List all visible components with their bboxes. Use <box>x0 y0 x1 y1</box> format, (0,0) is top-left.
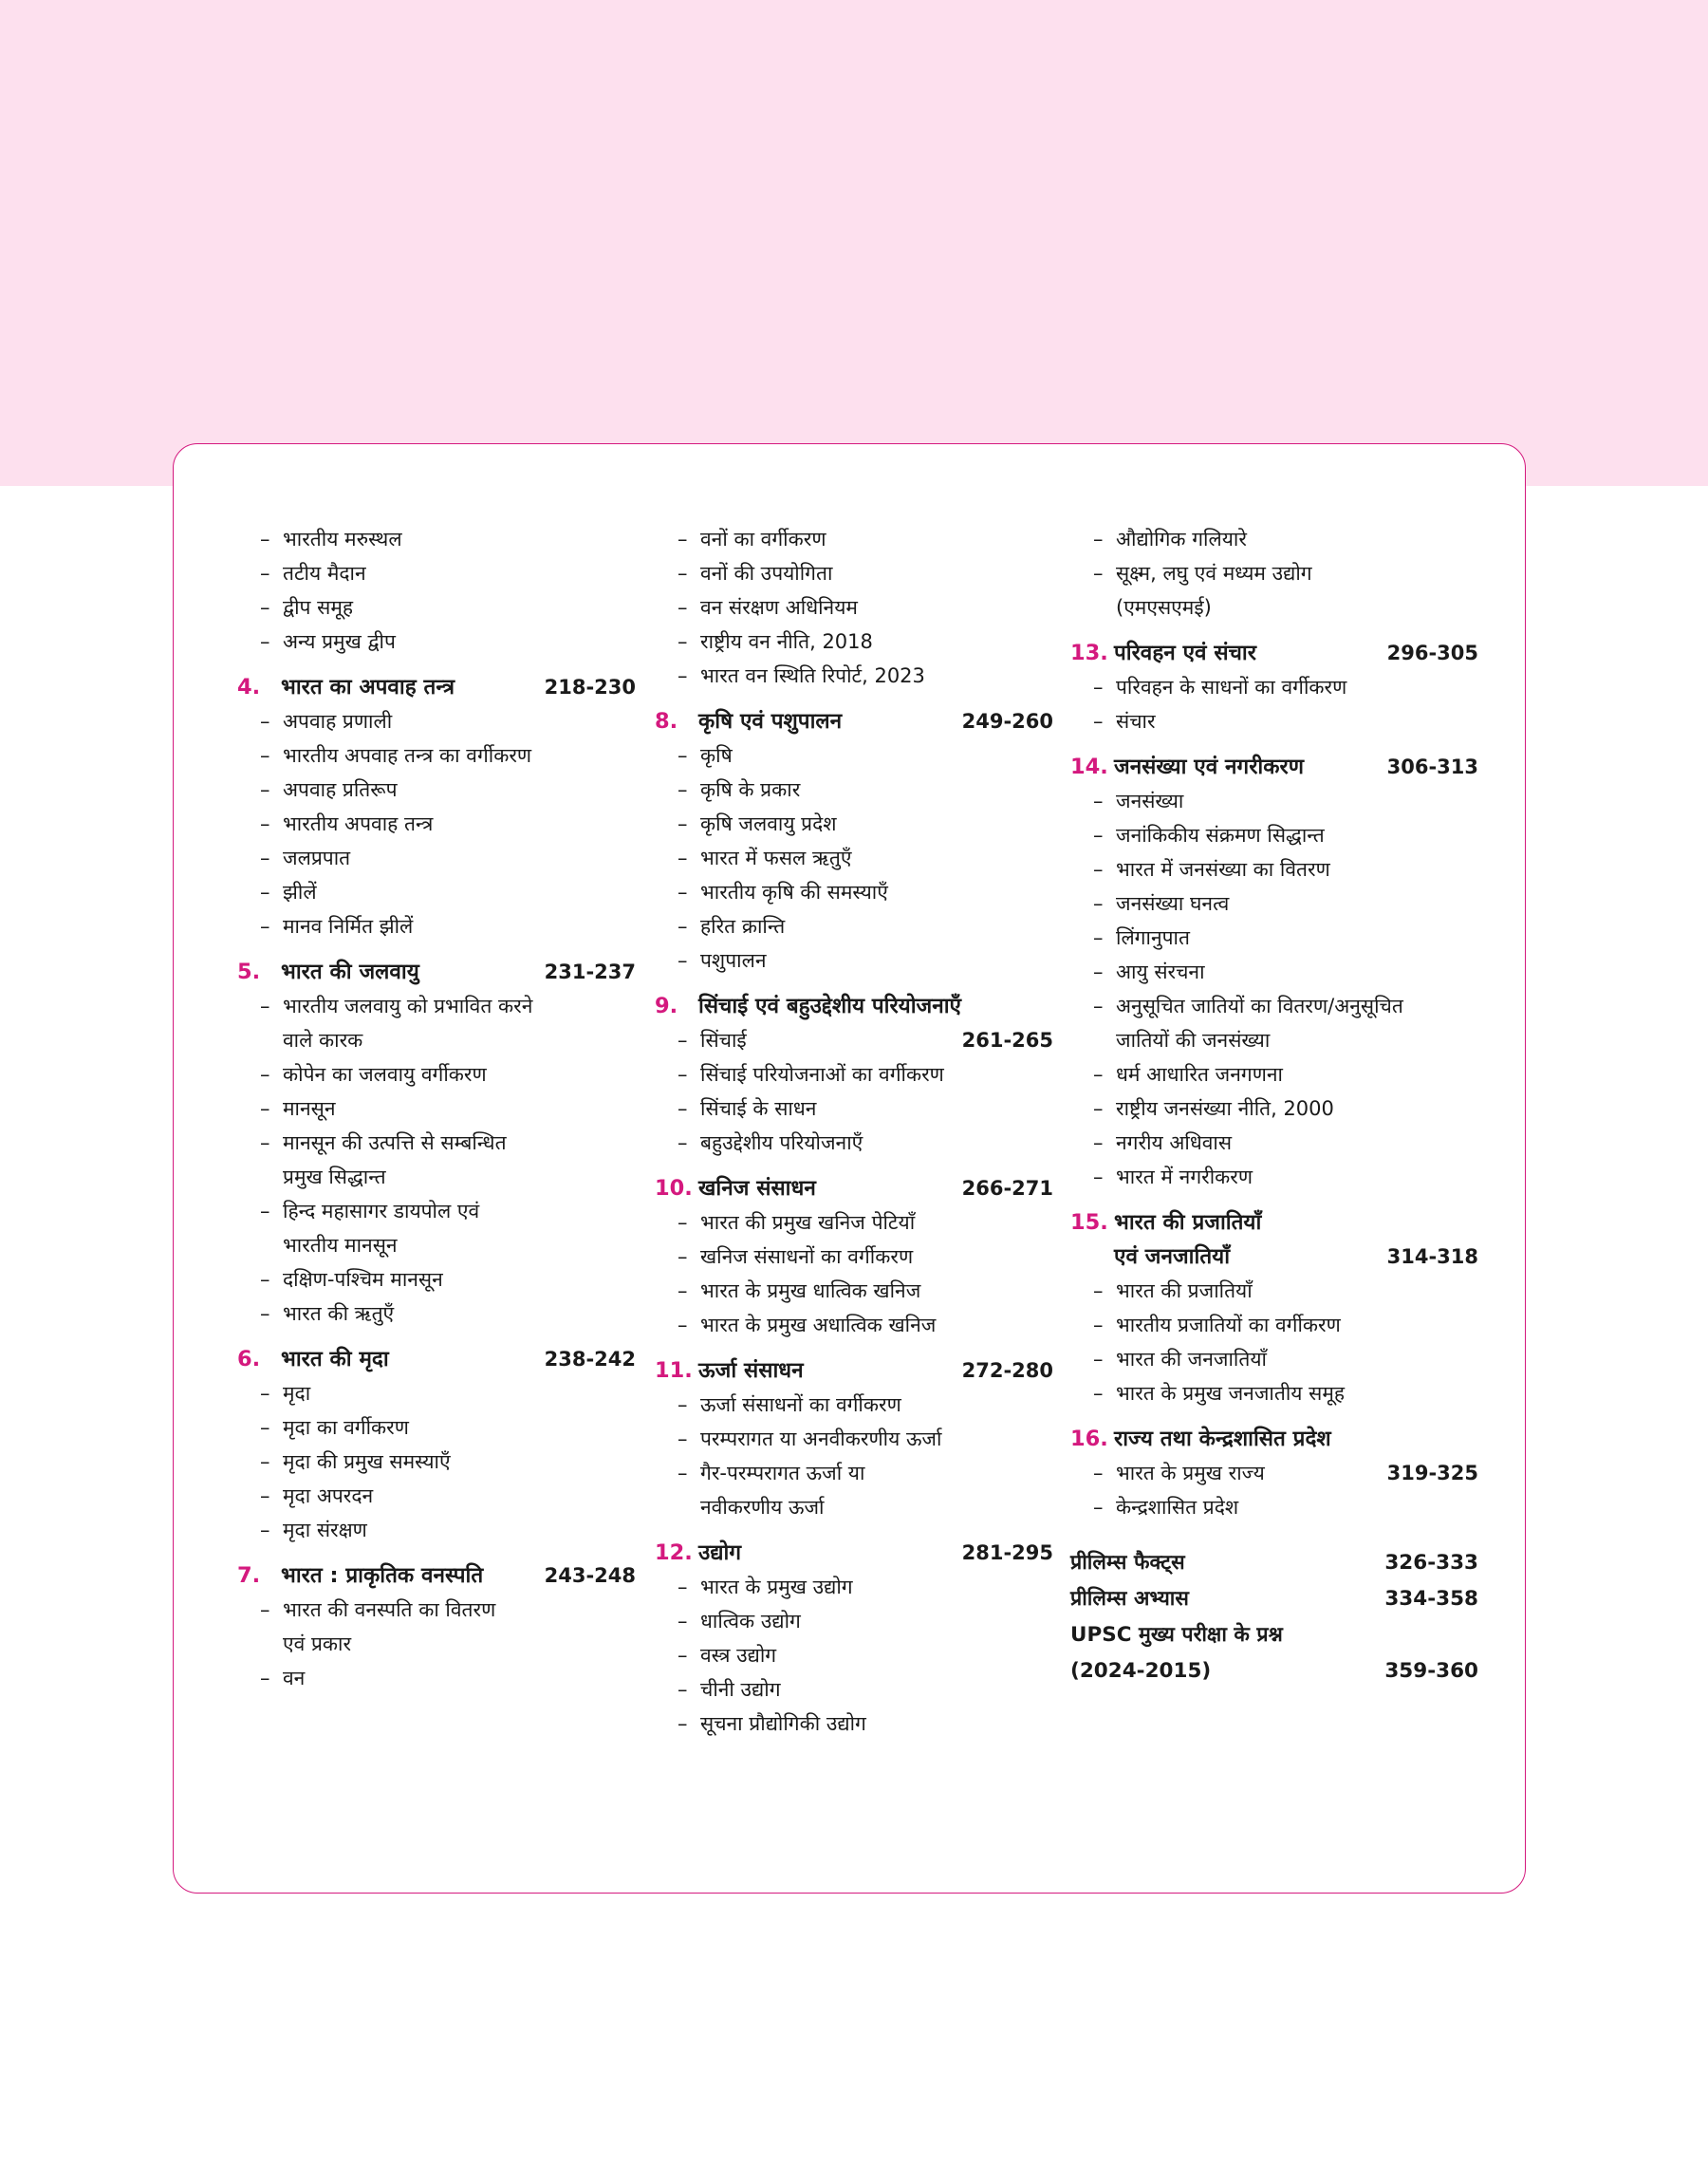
chapter-number: 7. <box>237 1563 261 1588</box>
chapter-pages: 231-237 <box>544 961 636 983</box>
chapter-title: जनसंख्या एवं नगरीकरण <box>1114 755 1304 779</box>
misc-entry[interactable]: प्रीलिम्स अभ्यास 334-358 <box>1070 1587 1478 1611</box>
chapter-heading[interactable] <box>237 670 636 704</box>
chapter-number: 4. <box>237 675 261 700</box>
chapter-number: 15. <box>1070 1210 1108 1235</box>
toc-item-continued: एवं प्रकार <box>283 1633 352 1655</box>
toc-item[interactable]: वस्त्र उद्योग <box>700 1644 777 1667</box>
header-band <box>0 0 1708 486</box>
chapter-pages: 238-242 <box>544 1348 636 1371</box>
toc-item[interactable]: लिंगानुपात <box>1116 926 1190 949</box>
chapter-heading[interactable] <box>655 1353 1053 1388</box>
toc-item[interactable]: नगरीय अधिवास <box>1116 1131 1233 1154</box>
chapter-pages: 272-280 <box>961 1359 1053 1382</box>
toc-item[interactable]: जनसंख्या <box>1116 790 1184 812</box>
toc-item[interactable]: पशुपालन <box>700 949 767 972</box>
toc-item[interactable]: परम्परागत या अनवीकरणीय ऊर्जा <box>700 1427 942 1450</box>
toc-item[interactable]: वन संरक्षण अधिनियम <box>700 596 858 619</box>
toc-item-continued: नवीकरणीय ऊर्जा <box>700 1496 825 1519</box>
toc-item[interactable]: तटीय मैदान <box>283 562 366 585</box>
chapter-title: राज्य तथा केन्द्रशासित प्रदेश <box>1114 1427 1331 1451</box>
chapter-heading[interactable] <box>655 704 1053 738</box>
toc-item[interactable]: मृदा की प्रमुख समस्याएँ <box>283 1450 451 1473</box>
toc-item[interactable]: सूचना प्रौद्योगिकी उद्योग <box>700 1712 866 1735</box>
toc-item[interactable]: द्वीप समूह <box>283 596 354 619</box>
toc-column-1: – भारतीय मरुस्थल – तटीय मैदान – द्वीप समूह – अन्य प्रमुख द्वीप 4. भारत का अपवाह तन्त्र 218-230 – अपवाह प्रणाली – भारतीय अपवाह तन्त्र का वर्गीकरण – अपवाह प्रतिरूप – भारतीय अपवाह तन्त्र – जलप्रपात – झीलें – मानव निर्मित झीलें 5. भारत की जलवायु 231-237 – भारतीय जलवायु को प्रभावित करने वाले कारक – कोपेन का जलवायु वर्गीकरण – मानसून – मानसून की उत्पत्ति से सम्बन्धित प्रमुख सिद्धान्त – हिन्द महासागर डायपोल एवं भारतीय मानसून – दक्षिण-पश्चिम मानसून – भारत की ऋतुएँ 6. भारत की मृदा 238-242 – मृदा – मृदा का वर्गीकरण – मृदा की प्रमुख समस्याएँ – मृदा अपरदन – मृदा संरक्षण 7. भारत : प्राकृतिक वनस्पति 243-248 – भारत की वनस्पति का वितरण एवं प्रकार – वन <box>237 522 636 1695</box>
toc-item[interactable]: सिंचाई परियोजनाओं का वर्गीकरण <box>700 1063 944 1086</box>
chapter-number: 13. <box>1070 641 1108 665</box>
chapter-heading[interactable] <box>237 1342 636 1376</box>
toc-item[interactable]: कृषि जलवायु प्रदेश <box>700 812 837 835</box>
toc-item-continued: वाले कारक <box>283 1029 363 1052</box>
toc-item[interactable]: भारत के प्रमुख जनजातीय समूह <box>1116 1382 1346 1405</box>
chapter-heading[interactable] <box>655 1536 1053 1570</box>
toc-item[interactable]: गैर-परम्परागत ऊर्जा या <box>700 1462 865 1484</box>
toc-item[interactable]: भारत में फसल ऋतुएँ <box>700 847 852 869</box>
chapter-heading[interactable] <box>1070 750 1478 784</box>
toc-item[interactable]: हिन्द महासागर डायपोल एवं <box>283 1200 480 1222</box>
toc-item[interactable]: मृदा अपरदन <box>283 1484 374 1507</box>
toc-item[interactable]: मृदा संरक्षण <box>283 1519 367 1541</box>
toc-item[interactable]: भारत की जनजातियाँ <box>1116 1348 1267 1371</box>
toc-item[interactable]: भारत की वनस्पति का वितरण <box>283 1598 496 1621</box>
chapter-pages: 296-305 <box>1386 642 1478 664</box>
misc-entry[interactable]: प्रीलिम्स फैक्ट्स 326-333 <box>1070 1551 1478 1575</box>
toc-item[interactable]: भारत में नगरीकरण <box>1116 1166 1253 1188</box>
toc-item[interactable]: जनसंख्या घनत्व <box>1116 892 1230 915</box>
toc-column-2: – वनों का वर्गीकरण – वनों की उपयोगिता – वन संरक्षण अधिनियम – राष्ट्रीय वन नीति, 2018 – भारत वन स्थिति रिपोर्ट, 2023 8. कृषि एवं पशुपालन 249-260 – कृषि – कृषि के प्रकार – कृषि जलवायु प्रदेश – भारत में फसल ऋतुएँ – भारतीय कृषि की समस्याएँ – हरित क्रान्ति – पशुपालन 9. सिंचाई एवं बहुउद्देशीय परियोजनाएँ – सिंचाई 261-265 – सिंचाई परियोजनाओं का वर्गीकरण – सिंचाई के साधन – बहुउद्देशीय परियोजनाएँ 10. खनिज संसाधन 266-271 – भारत की प्रमुख खनिज पेटियाँ – खनिज संसाधनों का वर्गीकरण – भारत के प्रमुख धात्विक खनिज – भारत के प्रमुख अधात्विक खनिज 11. ऊर्जा संसाधन 272-280 – ऊर्जा संसाधनों का वर्गीकरण – परम्परागत या अनवीकरणीय ऊर्जा – गैर-परम्परागत ऊर्जा या नवीकरणीय ऊर्जा 12. उद्योग 281-295 – भारत के प्रमुख उद्योग – धात्विक उद्योग – वस्त्र उद्योग – चीनी उद्योग – सूचना प्रौद्योगिकी उद्योग <box>655 522 1053 1741</box>
toc-item[interactable]: भारतीय जलवायु को प्रभावित करने <box>283 995 533 1017</box>
toc-item[interactable]: भारत के प्रमुख अधात्विक खनिज <box>700 1314 937 1336</box>
toc-item[interactable]: भारतीय प्रजातियों का वर्गीकरण <box>1116 1314 1341 1336</box>
chapter-title: भारत का अपवाह तन्त्र <box>281 675 455 700</box>
toc-item[interactable]: भारत के प्रमुख उद्योग <box>700 1576 853 1598</box>
toc-item-continued: (एमएसएमई) <box>1116 596 1212 619</box>
toc-item[interactable]: भारत में जनसंख्या का वितरण <box>1116 858 1330 881</box>
chapter-pages: 261-265 <box>961 1029 1053 1052</box>
toc-item[interactable]: अपवाह प्रणाली <box>283 710 393 733</box>
toc-item[interactable]: धर्म आधारित जनगणना <box>1116 1063 1283 1086</box>
toc-item[interactable]: भारत की ऋतुएँ <box>283 1302 395 1325</box>
misc-entry[interactable]: (2024-2015) 359-360 <box>1070 1659 1478 1683</box>
toc-item[interactable]: केन्द्रशासित प्रदेश <box>1116 1496 1239 1519</box>
toc-item[interactable]: वनों की उपयोगिता <box>700 562 833 585</box>
chapter-title: भारत की मृदा <box>281 1347 389 1371</box>
toc-item[interactable]: अन्य प्रमुख द्वीप <box>283 630 396 653</box>
toc-item[interactable]: भारतीय कृषि की समस्याएँ <box>700 881 888 904</box>
toc-item[interactable]: भारत के प्रमुख राज्य <box>1116 1462 1265 1484</box>
toc-item[interactable]: वनों का वर्गीकरण <box>700 528 826 550</box>
toc-item[interactable]: मानव निर्मित झीलें <box>283 915 414 938</box>
toc-item[interactable]: कृषि <box>700 744 733 767</box>
toc-item[interactable]: राष्ट्रीय वन नीति, 2018 <box>700 630 873 653</box>
toc-item[interactable]: कोपेन का जलवायु वर्गीकरण <box>283 1063 487 1086</box>
toc-item[interactable]: सिंचाई के साधन <box>700 1097 817 1120</box>
chapter-title: परिवहन एवं संचार <box>1114 641 1256 665</box>
toc-item[interactable]: आयु संरचना <box>1116 961 1205 983</box>
toc-column-3: – औद्योगिक गलियारे – सूक्ष्म, लघु एवं मध्यम उद्योग (एमएसएमई) 13. परिवहन एवं संचार 296-305 – परिवहन के साधनों का वर्गीकरण – संचार 14. जनसंख्या एवं नगरीकरण 306-313 – जनसंख्या – जनांकिकीय संक्रमण सिद्धान्त – भारत में जनसंख्या का वितरण – जनसंख्या घनत्व – लिंगानुपात – आयु संरचना – अनुसूचित जातियों का वितरण/अनुसूचित जातियों की जनसंख्या – धर्म आधारित जनगणना – राष्ट्रीय जनसंख्या नीति, 2000 – नगरीय अधिवास – भारत में नगरीकरण 15. भारत की प्रजातियाँ एवं जनजातियाँ 314-318 – भारत की प्रजातियाँ – भारतीय प्रजातियों का वर्गीकरण – भारत की जनजातियाँ – भारत के प्रमुख जनजातीय समूह 16. राज्य तथा केन्द्रशासित प्रदेश – भारत के प्रमुख राज्य 319-325 – केन्द्रशासित प्रदेश प्रीलिम्स फैक्ट्स 326-333 प्रीलिम्स अभ्यास 334-358 UPSC मुख्य परीक्षा के प्रश्न (2024-2015) 359-360 <box>1070 522 1478 1689</box>
toc-item[interactable]: भारत की प्रमुख खनिज पेटियाँ <box>700 1211 916 1234</box>
chapter-title: खनिज संसाधन <box>698 1176 816 1201</box>
toc-item[interactable]: परिवहन के साधनों का वर्गीकरण <box>1116 676 1347 699</box>
toc-item[interactable]: राष्ट्रीय जनसंख्या नीति, 2000 <box>1116 1097 1334 1120</box>
chapter-heading[interactable] <box>655 989 1053 1023</box>
chapter-pages: 306-313 <box>1386 756 1478 778</box>
toc-item[interactable]: जनांकिकीय संक्रमण सिद्धान्त <box>1116 824 1325 847</box>
toc-item[interactable]: मृदा का वर्गीकरण <box>283 1416 409 1439</box>
chapter-number: 10. <box>655 1176 693 1201</box>
chapter-number: 12. <box>655 1540 693 1565</box>
toc-item[interactable]: मृदा <box>283 1382 311 1405</box>
chapter-pages: 243-248 <box>544 1564 636 1587</box>
toc-item[interactable]: चीनी उद्योग <box>700 1678 781 1701</box>
toc-item[interactable]: झीलें <box>283 881 317 904</box>
chapter-pages: 281-295 <box>961 1541 1053 1564</box>
chapter-heading[interactable] <box>1070 1205 1478 1240</box>
toc-item-continued: जातियों की जनसंख्या <box>1116 1029 1271 1052</box>
chapter-title: भारत की जलवायु <box>281 960 419 984</box>
chapter-heading[interactable] <box>237 955 636 989</box>
chapter-title: ऊर्जा संसाधन <box>698 1358 804 1383</box>
chapter-title: भारत : प्राकृतिक वनस्पति <box>281 1563 484 1588</box>
toc-item[interactable]: भारतीय अपवाह तन्त्र <box>283 812 434 835</box>
chapter-title: कृषि एवं पशुपालन <box>698 709 843 734</box>
chapter-title: एवं जनजातियाँ <box>1114 1244 1231 1269</box>
toc-item[interactable]: भारत वन स्थिति रिपोर्ट, 2023 <box>700 664 925 687</box>
toc-item[interactable]: खनिज संसाधनों का वर्गीकरण <box>700 1245 914 1268</box>
chapter-heading[interactable] <box>237 1558 636 1593</box>
toc-item[interactable]: दक्षिण-पश्चिम मानसून <box>283 1268 443 1291</box>
toc-item[interactable]: सिंचाई <box>700 1029 747 1052</box>
toc-item[interactable]: अनुसूचित जातियों का वितरण/अनुसूचित <box>1116 995 1403 1017</box>
chapter-heading[interactable] <box>1070 636 1478 670</box>
toc-item[interactable]: सूक्ष्म, लघु एवं मध्यम उद्योग <box>1116 562 1312 585</box>
toc-item[interactable]: बहुउद्देशीय परियोजनाएँ <box>700 1131 863 1154</box>
chapter-number: 14. <box>1070 755 1108 779</box>
toc-item[interactable]: औद्योगिक गलियारे <box>1116 528 1247 550</box>
chapter-heading-continued[interactable] <box>1070 1240 1478 1274</box>
chapter-heading[interactable] <box>655 1171 1053 1205</box>
chapter-number: 5. <box>237 960 261 984</box>
toc-item[interactable]: भारतीय अपवाह तन्त्र का वर्गीकरण <box>283 744 532 767</box>
toc-item[interactable]: भारतीय मरुस्थल <box>283 528 402 550</box>
toc-item[interactable]: वन <box>283 1667 306 1689</box>
chapter-heading[interactable] <box>1070 1422 1478 1456</box>
toc-item[interactable]: धात्विक उद्योग <box>700 1610 801 1633</box>
chapter-pages: 266-271 <box>961 1177 1053 1200</box>
chapter-title: सिंचाई एवं बहुउद्देशीय परियोजनाएँ <box>698 994 961 1018</box>
toc-item[interactable]: कृषि के प्रकार <box>700 778 801 801</box>
toc-item[interactable]: मानसून की उत्पत्ति से सम्बन्धित <box>283 1131 507 1154</box>
chapter-number: 9. <box>655 994 678 1018</box>
toc-item[interactable]: भारत के प्रमुख धात्विक खनिज <box>700 1279 921 1302</box>
toc-item[interactable]: संचार <box>1116 710 1156 733</box>
chapter-title: भारत की प्रजातियाँ <box>1114 1210 1262 1235</box>
chapter-number: 6. <box>237 1347 261 1371</box>
chapter-pages: 218-230 <box>544 676 636 699</box>
toc-item[interactable]: ऊर्जा संसाधनों का वर्गीकरण <box>700 1393 901 1416</box>
toc-item[interactable]: हरित क्रान्ति <box>700 915 786 938</box>
chapter-number: 11. <box>655 1358 693 1383</box>
toc-item-continued: भारतीय मानसून <box>283 1234 398 1257</box>
toc-item[interactable]: जलप्रपात <box>283 847 351 869</box>
toc-item[interactable]: भारत की प्रजातियाँ <box>1116 1279 1253 1302</box>
chapter-title: उद्योग <box>698 1540 742 1565</box>
chapter-number: 8. <box>655 709 678 734</box>
chapter-pages: 314-318 <box>1386 1245 1478 1268</box>
chapter-number: 16. <box>1070 1427 1108 1451</box>
toc-item[interactable]: मानसून <box>283 1097 336 1120</box>
misc-entry[interactable]: UPSC मुख्य परीक्षा के प्रश्न <box>1070 1623 1283 1647</box>
chapter-pages: 319-325 <box>1386 1462 1478 1484</box>
toc-item[interactable]: अपवाह प्रतिरूप <box>283 778 398 801</box>
toc-item-continued: प्रमुख सिद्धान्त <box>283 1166 386 1188</box>
chapter-pages: 249-260 <box>961 710 1053 733</box>
